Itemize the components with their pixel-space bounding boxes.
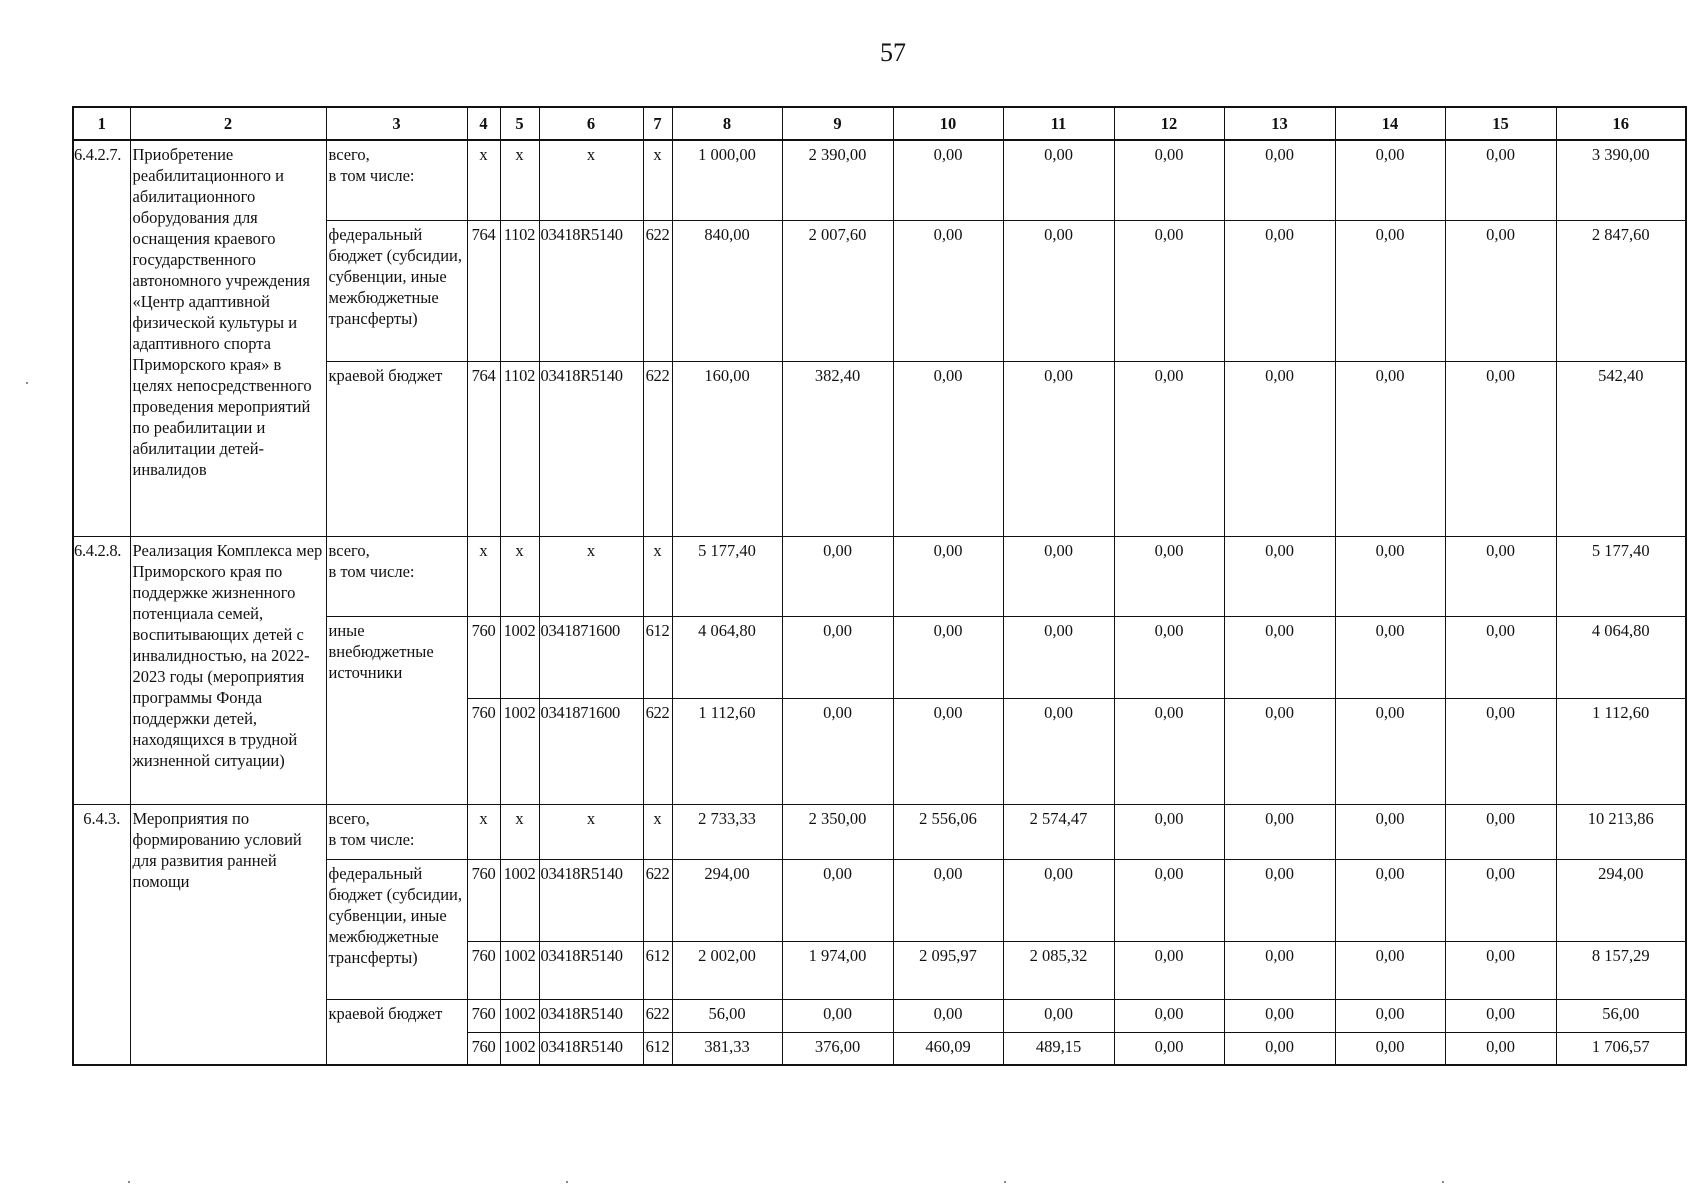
cell-value: 382,40: [782, 361, 893, 536]
cell-value: 0,00: [1335, 140, 1445, 220]
column-header: 6: [539, 107, 643, 140]
cell-rzpr: 1002: [500, 1032, 539, 1065]
cell-value: 0,00: [1445, 804, 1556, 859]
cell-value: 2 733,33: [672, 804, 782, 859]
cell-csr: 03418R5140: [539, 220, 643, 361]
cell-rzpr: 1002: [500, 999, 539, 1032]
cell-value: 0,00: [782, 616, 893, 698]
cell-value: 0,00: [1335, 361, 1445, 536]
item-name: Реализация Комплекса мер Приморского края по поддержке жизненного потенциала семей, воспитывающих детей с инвалидностью, на 2022-2023 годы (мероприятия программы Фонда поддержки детей, находящихся в трудной жизненной ситуации): [130, 536, 326, 804]
cell-value: 2 085,32: [1003, 941, 1114, 999]
cell-rzpr: х: [500, 804, 539, 859]
cell-value: 0,00: [1335, 536, 1445, 616]
cell-value: 0,00: [1335, 859, 1445, 941]
cell-grbs: 760: [467, 941, 500, 999]
cell-value: 0,00: [1224, 361, 1335, 536]
cell-grbs: х: [467, 536, 500, 616]
cell-csr: 03418R5140: [539, 1032, 643, 1065]
cell-value: 0,00: [893, 698, 1003, 804]
cell-rzpr: х: [500, 140, 539, 220]
cell-value: 0,00: [1224, 859, 1335, 941]
cell-value: 0,00: [1445, 859, 1556, 941]
cell-value: 0,00: [1445, 941, 1556, 999]
cell-total: 3 390,00: [1556, 140, 1686, 220]
column-header: 13: [1224, 107, 1335, 140]
cell-rzpr: 1002: [500, 698, 539, 804]
cell-value: 0,00: [893, 220, 1003, 361]
cell-vr: 622: [643, 859, 672, 941]
budget-table: [72, 106, 1687, 1066]
cell-rzpr: х: [500, 536, 539, 616]
cell-total: 56,00: [1556, 999, 1686, 1032]
funding-source: всего, в том числе:: [326, 536, 467, 616]
cell-value: 0,00: [893, 859, 1003, 941]
cell-value: 0,00: [893, 999, 1003, 1032]
column-header: 3: [326, 107, 467, 140]
cell-value: 0,00: [1114, 859, 1224, 941]
cell-value: 56,00: [672, 999, 782, 1032]
cell-csr: 03418R5140: [539, 361, 643, 536]
cell-csr: х: [539, 536, 643, 616]
cell-value: 5 177,40: [672, 536, 782, 616]
cell-value: 2 574,47: [1003, 804, 1114, 859]
scan-speck: [128, 1181, 130, 1183]
cell-grbs: х: [467, 804, 500, 859]
funding-source: федеральный бюджет (субсидии, субвенции, иные межбюджетные трансферты): [326, 859, 467, 999]
cell-value: 0,00: [1224, 220, 1335, 361]
cell-csr: 03418R5140: [539, 999, 643, 1032]
cell-value: 0,00: [893, 361, 1003, 536]
cell-vr: 622: [643, 999, 672, 1032]
cell-csr: 0341871600: [539, 616, 643, 698]
cell-value: 0,00: [1114, 804, 1224, 859]
cell-value: 0,00: [1224, 999, 1335, 1032]
column-header: 8: [672, 107, 782, 140]
funding-source: краевой бюджет: [326, 361, 467, 536]
item-name: Приобретение реабилитационного и абилитационного оборудования для оснащения краевого государственного автономного учреждения «Центр адаптивной физической культуры и адаптивного спорта Приморского края» в целях непосредственного проведения мероприятий по реабилитации и абилитации детей-инвалидов: [130, 140, 326, 536]
cell-rzpr: 1002: [500, 859, 539, 941]
table-row: [73, 804, 1686, 859]
cell-value: 0,00: [1003, 536, 1114, 616]
cell-value: 0,00: [1114, 140, 1224, 220]
item-code: 6.4.2.8.: [73, 536, 130, 804]
cell-value: 0,00: [1335, 804, 1445, 859]
cell-value: 0,00: [1445, 698, 1556, 804]
page-number: 57: [880, 38, 906, 67]
cell-value: 2 002,00: [672, 941, 782, 999]
cell-value: 2 390,00: [782, 140, 893, 220]
item-name: Мероприятия по формированию условий для развития ранней помощи: [130, 804, 326, 1065]
cell-value: 489,15: [1003, 1032, 1114, 1065]
cell-csr: х: [539, 804, 643, 859]
cell-value: 840,00: [672, 220, 782, 361]
cell-value: 0,00: [1224, 804, 1335, 859]
cell-vr: х: [643, 140, 672, 220]
cell-value: 0,00: [893, 140, 1003, 220]
funding-source: всего, в том числе:: [326, 140, 467, 220]
cell-value: 160,00: [672, 361, 782, 536]
column-header: 1: [73, 107, 130, 140]
cell-value: 0,00: [1114, 941, 1224, 999]
cell-total: 1 706,57: [1556, 1032, 1686, 1065]
cell-value: 0,00: [1445, 220, 1556, 361]
cell-value: 1 112,60: [672, 698, 782, 804]
cell-csr: 03418R5140: [539, 859, 643, 941]
cell-value: 0,00: [1003, 859, 1114, 941]
cell-value: 0,00: [1335, 616, 1445, 698]
cell-value: 0,00: [1224, 616, 1335, 698]
cell-value: 0,00: [1224, 698, 1335, 804]
cell-vr: х: [643, 536, 672, 616]
cell-value: 0,00: [1114, 220, 1224, 361]
cell-value: 0,00: [1445, 536, 1556, 616]
cell-value: 0,00: [1445, 140, 1556, 220]
cell-value: 0,00: [1114, 536, 1224, 616]
cell-value: 381,33: [672, 1032, 782, 1065]
cell-value: 0,00: [1003, 698, 1114, 804]
column-header: 5: [500, 107, 539, 140]
cell-vr: 612: [643, 616, 672, 698]
cell-value: 0,00: [1224, 1032, 1335, 1065]
cell-value: 0,00: [1003, 361, 1114, 536]
funding-source: всего, в том числе:: [326, 804, 467, 859]
funding-source: иные внебюджетные источники: [326, 616, 467, 804]
cell-total: 1 112,60: [1556, 698, 1686, 804]
cell-value: 0,00: [782, 859, 893, 941]
column-header: 12: [1114, 107, 1224, 140]
cell-value: 0,00: [1114, 999, 1224, 1032]
cell-vr: 612: [643, 1032, 672, 1065]
cell-total: 542,40: [1556, 361, 1686, 536]
cell-value: 0,00: [1445, 999, 1556, 1032]
cell-vr: х: [643, 804, 672, 859]
column-header: 16: [1556, 107, 1686, 140]
column-header: 14: [1335, 107, 1445, 140]
column-header: 9: [782, 107, 893, 140]
item-code: 6.4.2.7.: [73, 140, 130, 536]
cell-grbs: х: [467, 140, 500, 220]
cell-value: 1 000,00: [672, 140, 782, 220]
cell-value: 0,00: [1445, 361, 1556, 536]
cell-value: 0,00: [1003, 999, 1114, 1032]
cell-value: 0,00: [1114, 361, 1224, 536]
cell-grbs: 760: [467, 859, 500, 941]
cell-value: 0,00: [893, 616, 1003, 698]
cell-vr: 612: [643, 941, 672, 999]
cell-grbs: 760: [467, 698, 500, 804]
cell-value: 0,00: [1224, 941, 1335, 999]
cell-value: 0,00: [1335, 999, 1445, 1032]
cell-value: 2 007,60: [782, 220, 893, 361]
column-header: 10: [893, 107, 1003, 140]
scan-speck: [1004, 1181, 1006, 1183]
cell-value: 2 556,06: [893, 804, 1003, 859]
funding-source: федеральный бюджет (субсидии, субвенции, иные межбюджетные трансферты): [326, 220, 467, 361]
cell-value: 0,00: [893, 536, 1003, 616]
cell-value: 376,00: [782, 1032, 893, 1065]
cell-value: 0,00: [782, 698, 893, 804]
cell-rzpr: 1002: [500, 941, 539, 999]
table-row: [73, 536, 1686, 616]
cell-rzpr: 1102: [500, 361, 539, 536]
table-row: [73, 140, 1686, 220]
item-code: 6.4.3.: [73, 804, 130, 1065]
cell-value: 0,00: [1003, 140, 1114, 220]
cell-vr: 622: [643, 220, 672, 361]
cell-value: 0,00: [1335, 220, 1445, 361]
column-header: 11: [1003, 107, 1114, 140]
cell-grbs: 760: [467, 616, 500, 698]
column-header: 4: [467, 107, 500, 140]
cell-value: 0,00: [1114, 698, 1224, 804]
cell-total: 10 213,86: [1556, 804, 1686, 859]
cell-value: 0,00: [1445, 616, 1556, 698]
cell-value: 2 350,00: [782, 804, 893, 859]
cell-value: 0,00: [782, 999, 893, 1032]
cell-total: 2 847,60: [1556, 220, 1686, 361]
cell-value: 0,00: [1335, 698, 1445, 804]
cell-grbs: 764: [467, 220, 500, 361]
scan-speck: [26, 382, 28, 384]
cell-value: 0,00: [1445, 1032, 1556, 1065]
cell-value: 0,00: [1114, 1032, 1224, 1065]
header-row: [73, 107, 1686, 140]
cell-csr: х: [539, 140, 643, 220]
cell-value: 1 974,00: [782, 941, 893, 999]
cell-vr: 622: [643, 361, 672, 536]
cell-total: 5 177,40: [1556, 536, 1686, 616]
column-header: 15: [1445, 107, 1556, 140]
cell-total: 294,00: [1556, 859, 1686, 941]
cell-value: 0,00: [1114, 616, 1224, 698]
cell-grbs: 760: [467, 1032, 500, 1065]
cell-rzpr: 1102: [500, 220, 539, 361]
cell-value: 0,00: [1335, 941, 1445, 999]
scan-speck: [1442, 1181, 1444, 1183]
cell-csr: 0341871600: [539, 698, 643, 804]
cell-grbs: 764: [467, 361, 500, 536]
cell-value: 0,00: [1335, 1032, 1445, 1065]
cell-value: 294,00: [672, 859, 782, 941]
cell-vr: 622: [643, 698, 672, 804]
cell-csr: 03418R5140: [539, 941, 643, 999]
cell-value: 4 064,80: [672, 616, 782, 698]
cell-value: 460,09: [893, 1032, 1003, 1065]
cell-total: 8 157,29: [1556, 941, 1686, 999]
cell-value: 2 095,97: [893, 941, 1003, 999]
cell-grbs: 760: [467, 999, 500, 1032]
cell-value: 0,00: [782, 536, 893, 616]
scan-speck: [566, 1181, 568, 1183]
column-header: 7: [643, 107, 672, 140]
cell-rzpr: 1002: [500, 616, 539, 698]
cell-value: 0,00: [1224, 536, 1335, 616]
cell-value: 0,00: [1003, 220, 1114, 361]
cell-total: 4 064,80: [1556, 616, 1686, 698]
cell-value: 0,00: [1003, 616, 1114, 698]
column-header: 2: [130, 107, 326, 140]
funding-source: краевой бюджет: [326, 999, 467, 1065]
cell-value: 0,00: [1224, 140, 1335, 220]
